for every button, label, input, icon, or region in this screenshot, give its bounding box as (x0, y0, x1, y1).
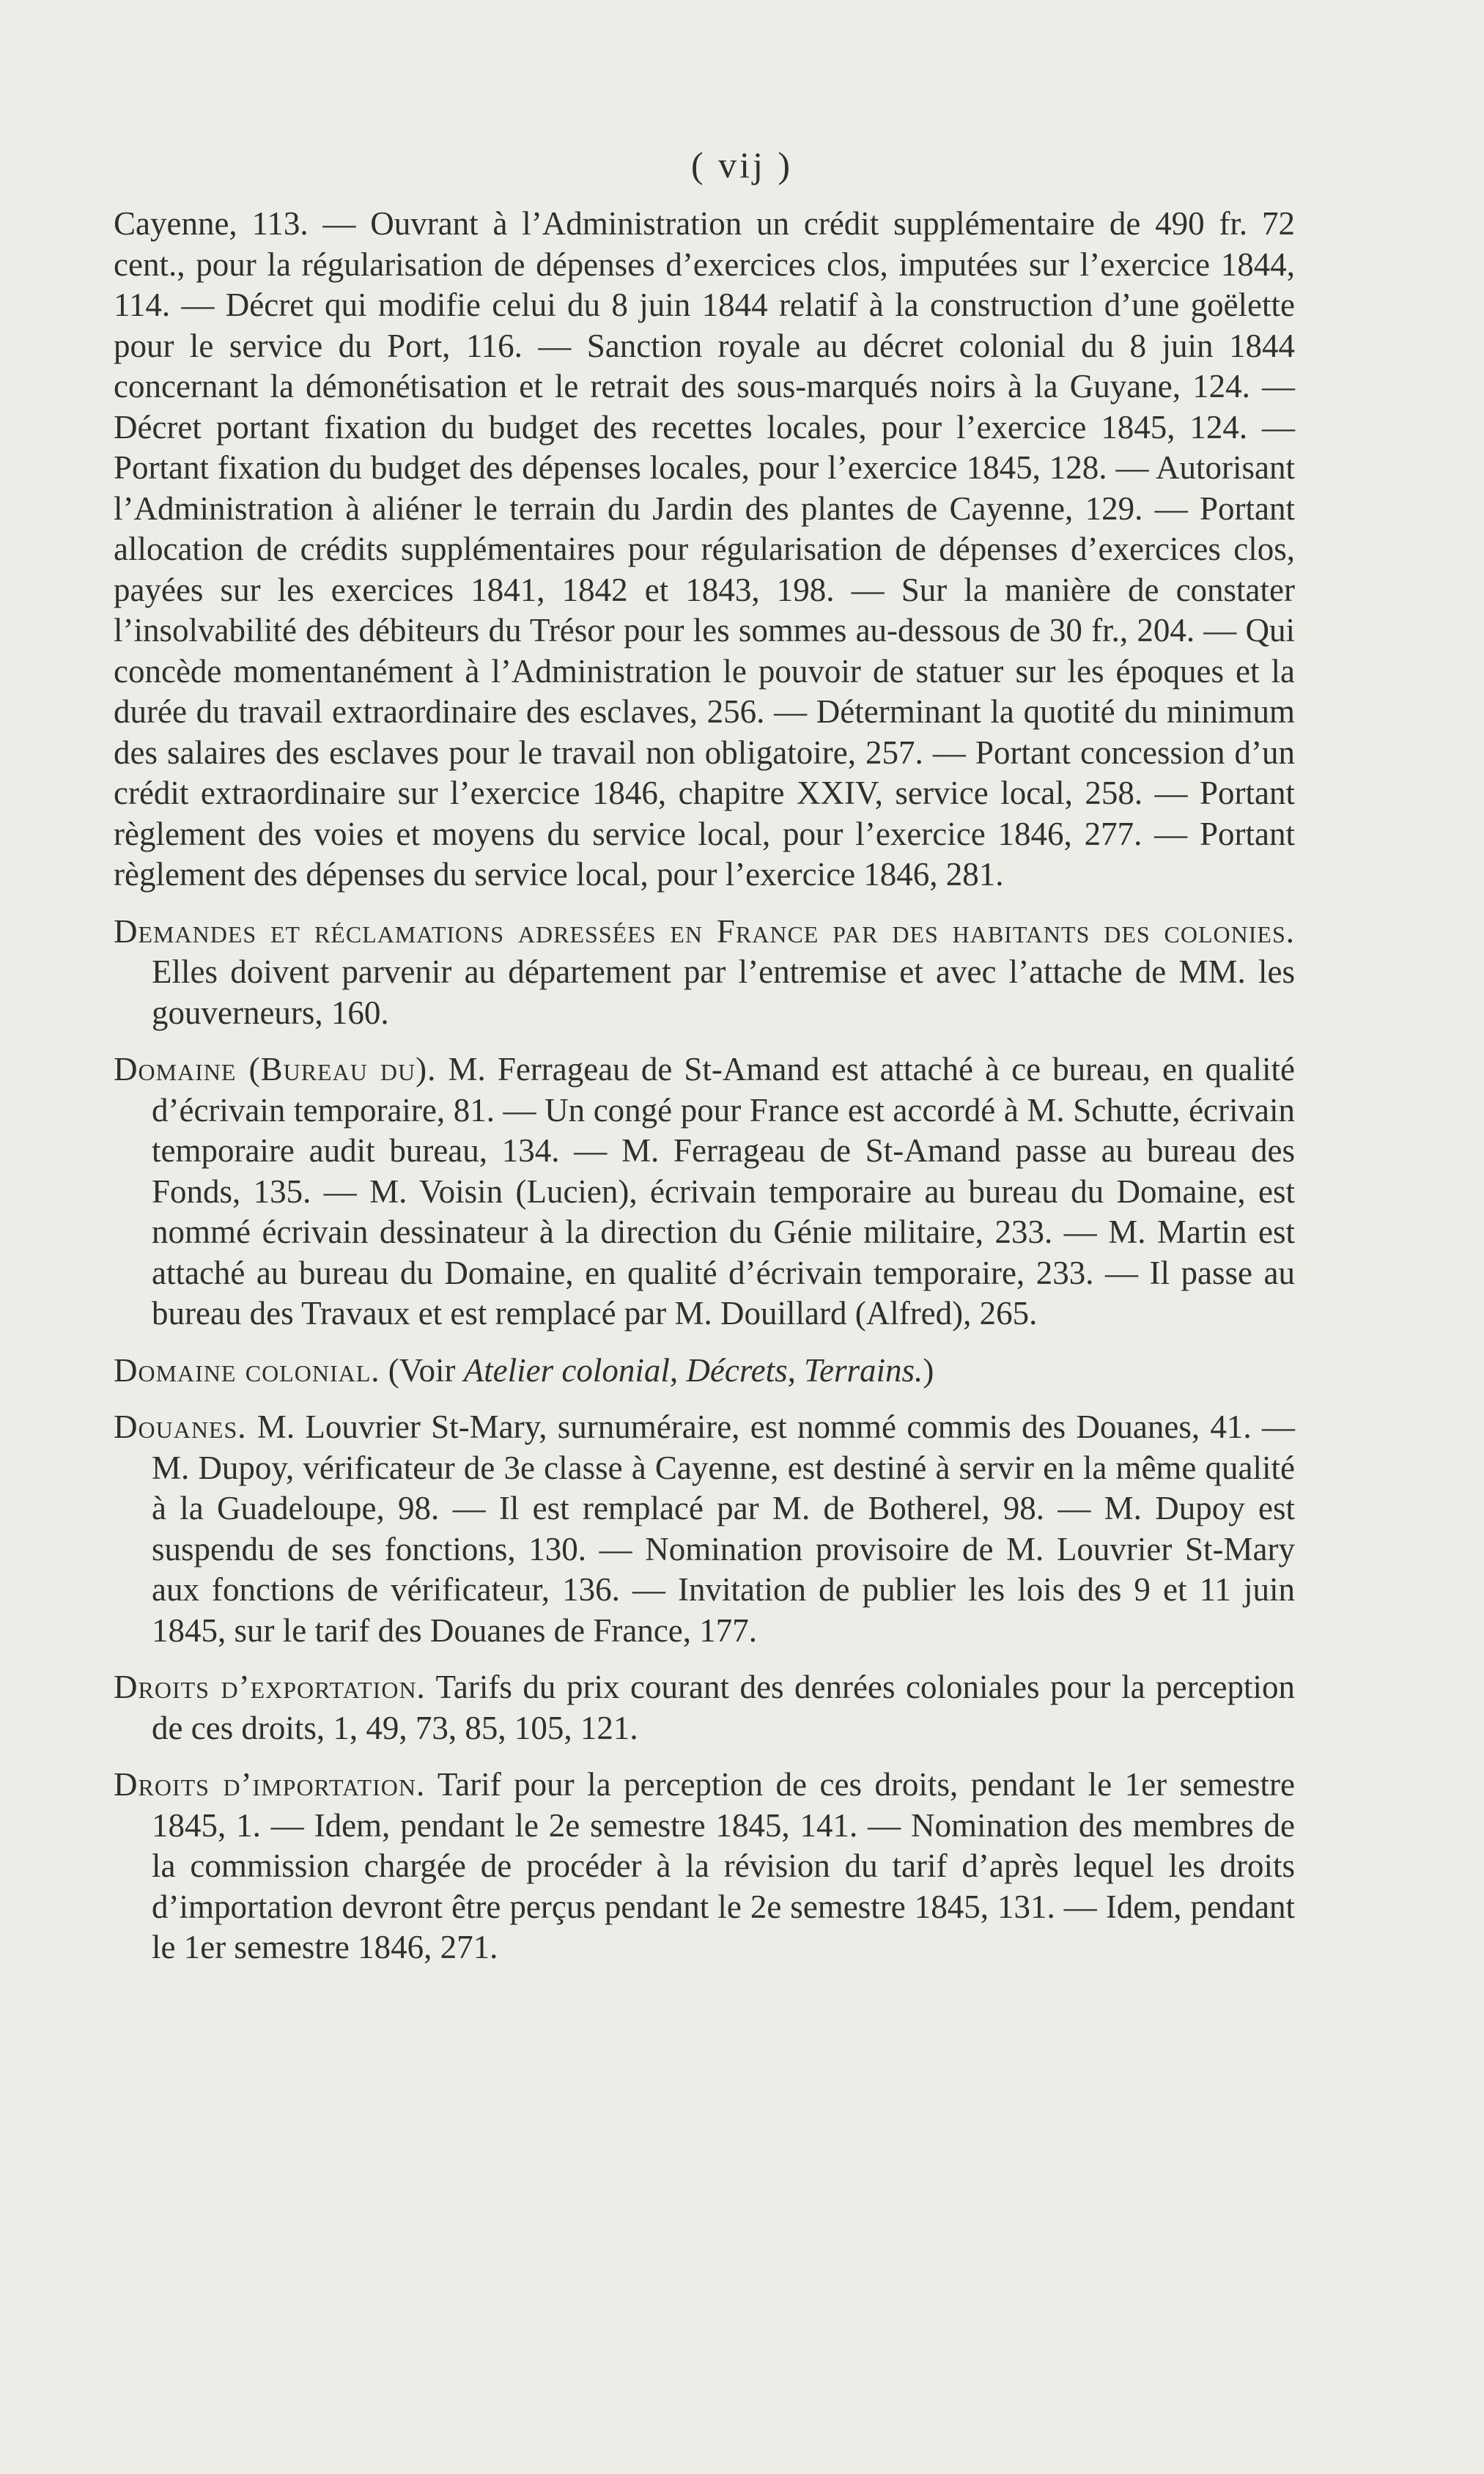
entry-heading: Douanes. (114, 1408, 247, 1445)
entry-body: Elles doivent parvenir au département par l’entremise et avec l’attache de MM. les gouverneurs, 160. (152, 953, 1295, 1031)
page-number: ( vij ) (690, 144, 794, 185)
index-entry-domaine-bureau (114, 1049, 1295, 1334)
index-entry-droits-importation (114, 1765, 1295, 1968)
entry-body: M. Ferrageau de St-Amand est attaché à ce bureau, en qualité d’écrivain temporaire, 81. — Un congé pour France est accordé à M. Schutte, écrivain temporaire audit bureau, 134. — M. Ferrageau de St-Amand passe au bureau des Fonds, 135. — M. Voisin (Lucien), écrivain temporaire au bureau du Domaine, est nommé écrivain dessinateur à la direction du Génie militaire, 233. — M. Martin est attaché au bureau du Domaine, en qualité d’écrivain temporaire, 233. — Il passe au bureau des Travaux et est remplacé par M. Douillard (Alfred), 265. (152, 1051, 1295, 1332)
see-also-open: (Voir (380, 1351, 464, 1389)
entry-body: Tarif pour la perception de ces droits, pendant le 1er semestre 1845, 1. — Idem, pendant le 2e semestre 1845, 141. — Nomination des membres de la commission chargée de procéder à la révision du tarif d’après lequel les droits d’importation devront être perçus pendant le 2e semestre 1845, 131. — Idem, pendant le 1er semestre 1846, 271. (152, 1766, 1295, 1965)
entry-heading: Droits d’importation. (114, 1766, 426, 1803)
entry-heading: Domaine (Bureau du). (114, 1051, 437, 1088)
index-entry-demandes (114, 912, 1295, 1034)
index-entry-douanes (114, 1407, 1295, 1651)
entry-body: M. Louvrier St-Mary, surnuméraire, est nommé commis des Douanes, 41. — M. Dupoy, vérificateur de 3e classe à Cayenne, est destiné à servir en la même qualité à la Guadeloupe, 98. — Il est remplacé par M. de Botherel, 98. — M. Dupoy est suspendu de ses fonctions, 130. — Nomination provisoire de M. Louvrier St-Mary aux fonctions de vérificateur, 136. — Invitation de publier les lois des 9 et 11 juin 1845, sur le tarif des Douanes de France, 177. (152, 1408, 1295, 1649)
index-text (114, 204, 1295, 1968)
entry-body: Tarifs du prix courant des denrées coloniales pour la perception de ces droits, 1, 49, 73, 85, 105, 121. (152, 1669, 1296, 1746)
entry-heading: Droits d’exportation. (114, 1669, 426, 1705)
see-also-close: ) (923, 1351, 934, 1389)
index-entry-droits-exportation (114, 1667, 1295, 1749)
entry-heading: Demandes et réclamations adressées en France par des habitants des colonies. (114, 912, 1295, 950)
entry-heading: Domaine colonial. (114, 1351, 380, 1389)
see-also-references: Atelier colonial, Décrets, Terrains. (463, 1351, 923, 1389)
index-entry-domaine-colonial (114, 1351, 1295, 1392)
continued-entry-text: Cayenne, 113. — Ouvrant à l’Administration un crédit supplémentaire de 490 fr. 72 cent., pour la régularisation de dépenses d’exercices clos, imputées sur l’exercice 1844, 114. — Décret qui modifie celui du 8 juin 1844 relatif à la construction d’une goëlette pour le service du Port, 116. — Sanction royale au décret colonial du 8 juin 1844 concernant la démonétisation et le retrait des sous-marqués noirs à la Guyane, 124. — Décret portant fixation du budget des recettes locales, pour l’exercice 1845, 124. — Portant fixation du budget des dépenses locales, pour l’exercice 1845, 128. — Autorisant l’Administration à aliéner le terrain du Jardin des plantes de Cayenne, 129. — Portant allocation de crédits supplémentaires pour régularisation de dépenses d’exercices clos, payées sur les exercices 1841, 1842 et 1843, 198. — Sur la manière de constater l’insolvabilité des débiteurs du Trésor pour les sommes au-dessous de 30 fr., 204. — Qui concède momentanément à l’Administration le pouvoir de statuer sur les époques et la durée du travail extraordinaire des esclaves, 256. — Déterminant la quotité du minimum des salaires des esclaves pour le travail non obligatoire, 257. — Portant concession d’un crédit extraordinaire sur l’exercice 1846, chapitre XXIV, service local, 258. — Portant règlement des voies et moyens du service local, pour l’exercice 1846, 277. — Portant règlement des dépenses du service local, pour l’exercice 1846, 281. (114, 205, 1295, 893)
